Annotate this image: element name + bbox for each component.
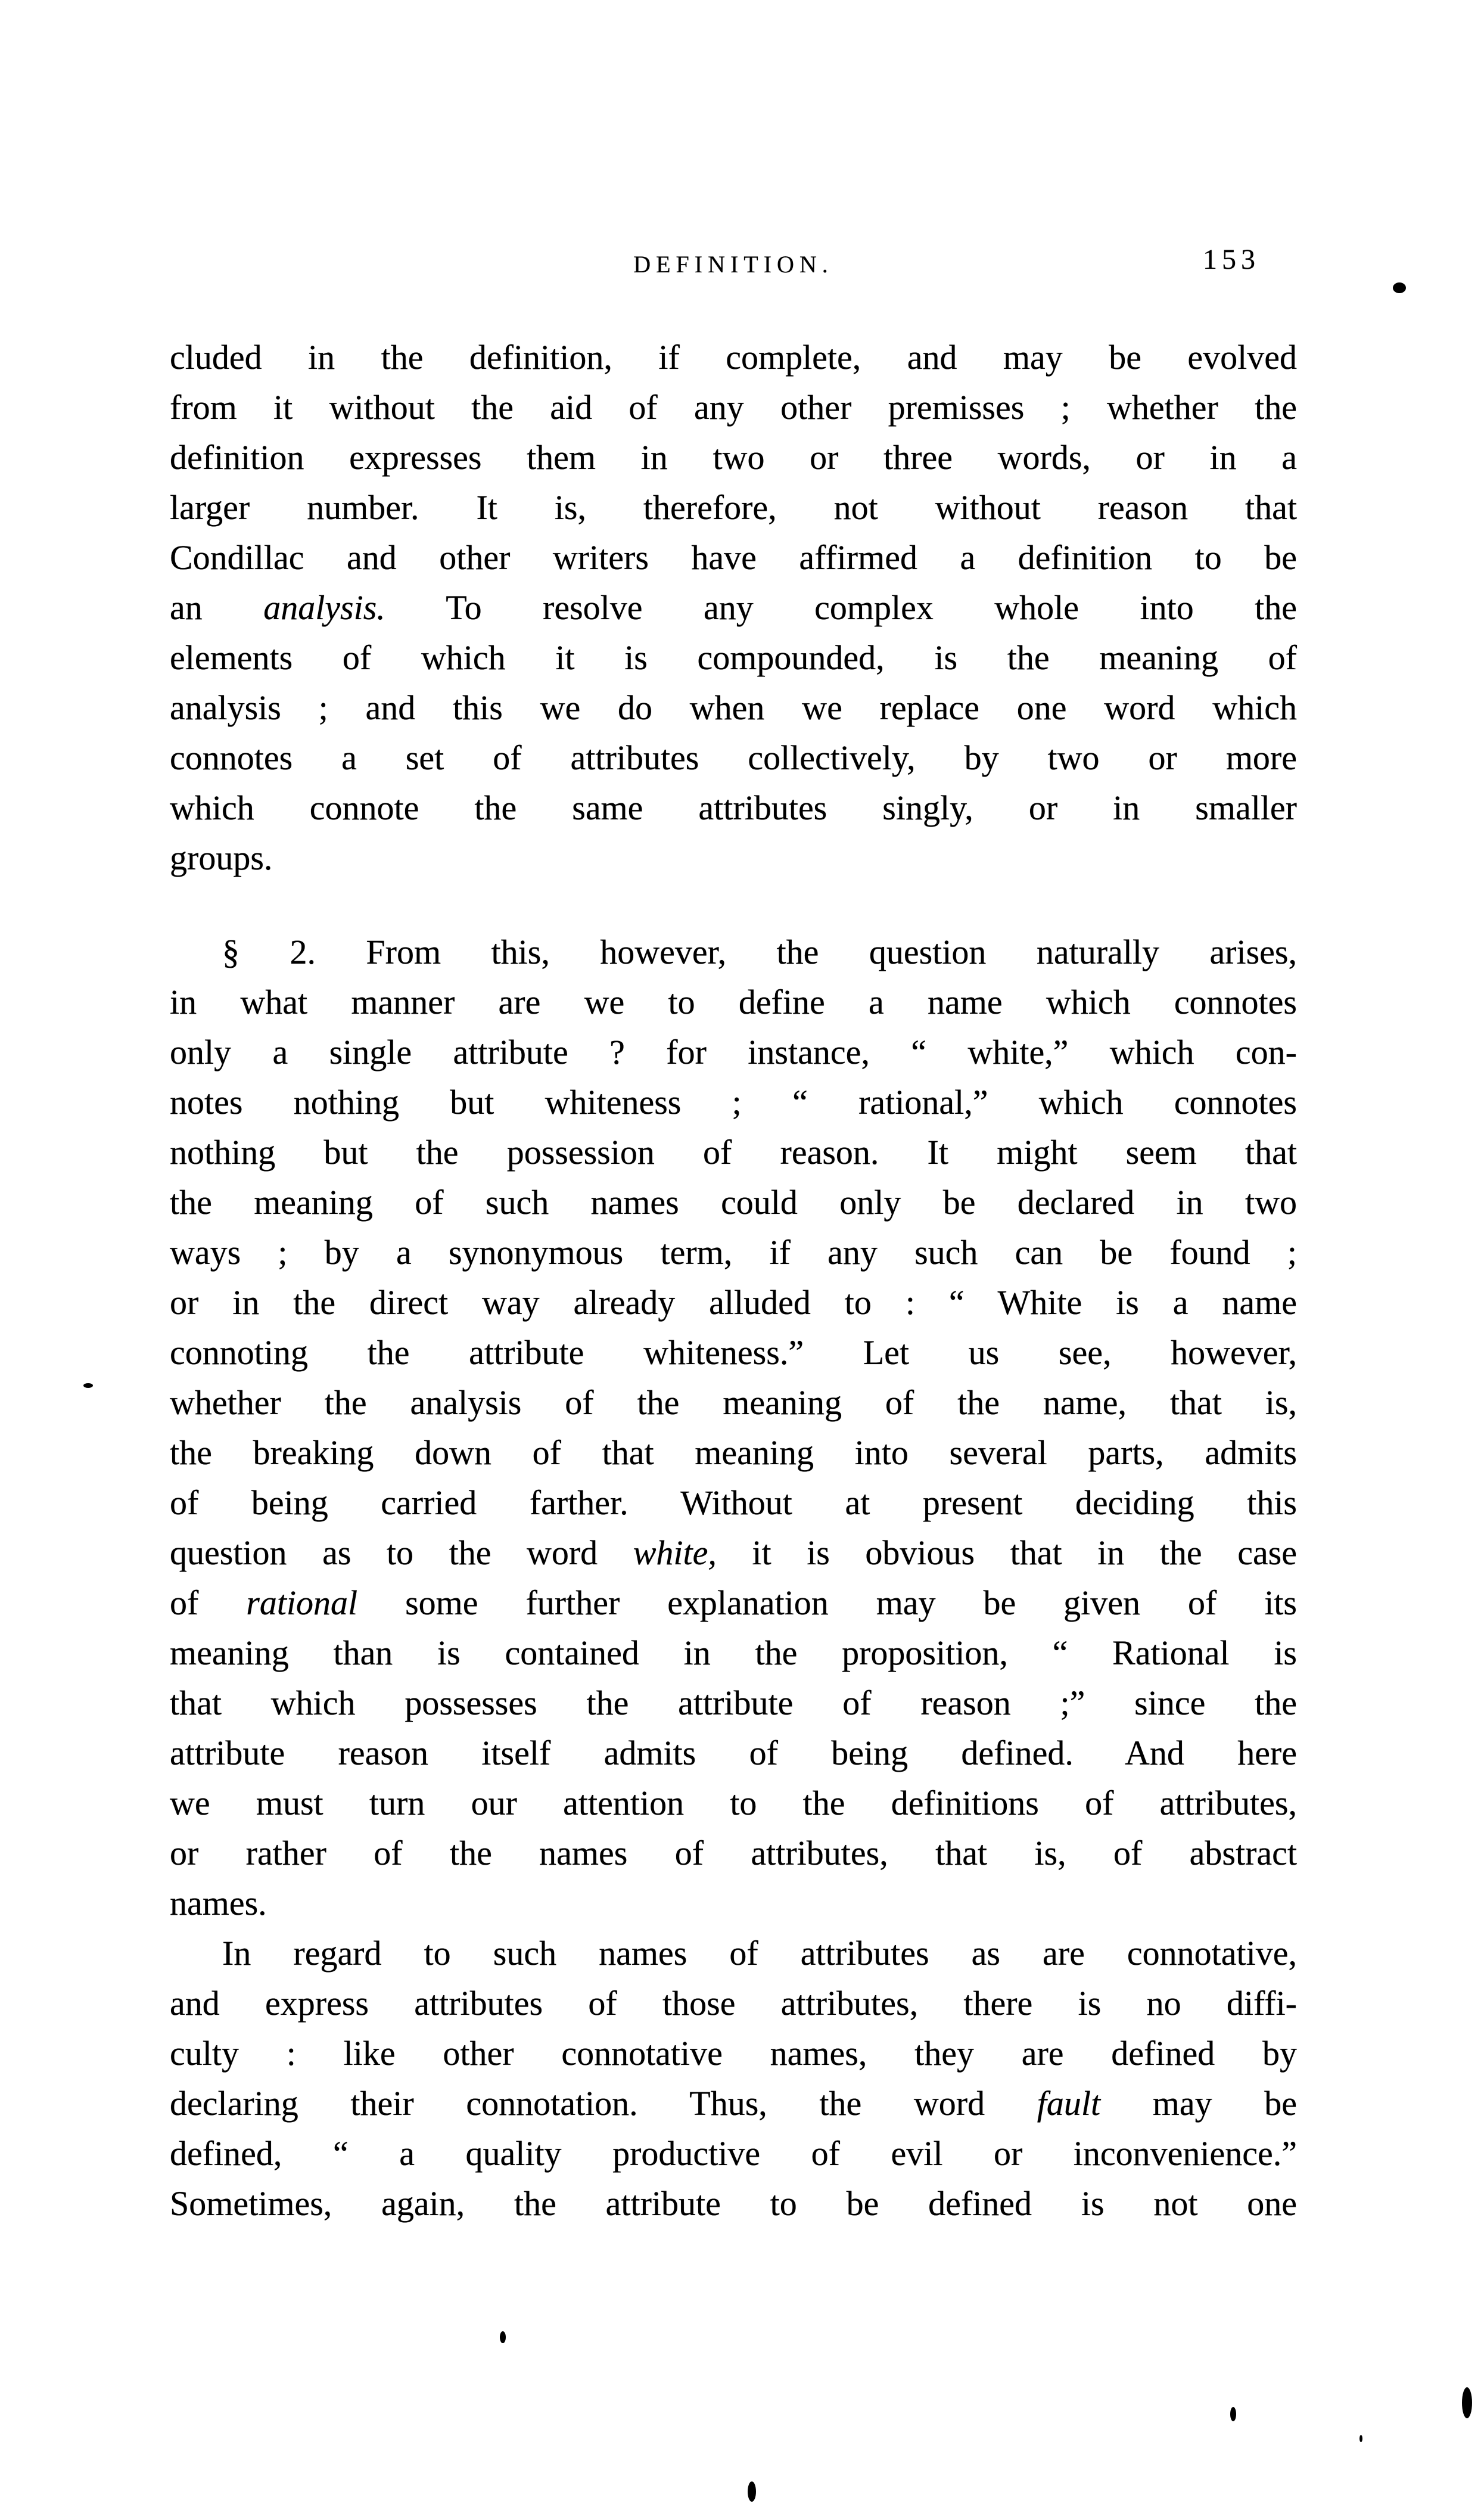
text-line bbox=[170, 1928, 1297, 1978]
text-line bbox=[170, 833, 1297, 883]
running-header-title: DEFINITION. bbox=[633, 251, 833, 278]
text-line bbox=[170, 2129, 1297, 2179]
text-line bbox=[170, 1628, 1297, 1678]
text-line bbox=[170, 683, 1297, 733]
ink-speck bbox=[83, 1383, 93, 1388]
text-segment: which connote the same attributes singly, or in smaller bbox=[170, 788, 1297, 827]
italic-word: fault bbox=[1037, 2084, 1101, 2123]
text-line bbox=[170, 733, 1297, 783]
text-line bbox=[170, 1528, 1297, 1578]
ink-speck bbox=[748, 2481, 756, 2502]
text-segment: some further explanation may be given of its bbox=[357, 1583, 1297, 1622]
text-segment: question as to the word bbox=[170, 1533, 633, 1572]
text-line bbox=[170, 533, 1297, 583]
text-line bbox=[170, 1278, 1297, 1328]
text-segment: an bbox=[170, 588, 264, 627]
text-line bbox=[170, 1828, 1297, 1878]
text-segment: or rather of the names of attributes, that is, of abstract bbox=[170, 1834, 1297, 1872]
text-segment: meaning than is contained in the proposition, “ Rational is bbox=[170, 1633, 1297, 1672]
text-line bbox=[170, 1578, 1297, 1628]
text-segment: groups. bbox=[170, 838, 273, 877]
text-segment: we must turn our attention to the definitions of attributes, bbox=[170, 1784, 1297, 1822]
text-line bbox=[170, 2179, 1297, 2229]
text-segment: larger number. It is, therefore, not without reason that bbox=[170, 488, 1297, 527]
text-segment: in what manner are we to define a name which connotes bbox=[170, 983, 1297, 1021]
text-segment: whether the analysis of the meaning of the name, that is, bbox=[170, 1383, 1297, 1422]
text-segment: or in the direct way already alluded to : “ White is a name bbox=[170, 1283, 1297, 1322]
text-line bbox=[170, 1778, 1297, 1828]
text-segment: the breaking down of that meaning into several parts, admits bbox=[170, 1433, 1297, 1472]
text-line bbox=[170, 1728, 1297, 1778]
text-segment: that which possesses the attribute of reason ;” since the bbox=[170, 1684, 1297, 1722]
ink-speck bbox=[1393, 282, 1406, 293]
text-block bbox=[170, 333, 1297, 2229]
text-line bbox=[170, 433, 1297, 483]
text-line bbox=[170, 333, 1297, 383]
text-segment: may be bbox=[1100, 2084, 1297, 2123]
text-segment: declaring their connotation. Thus, the word bbox=[170, 2084, 1037, 2123]
text-line bbox=[170, 1478, 1297, 1528]
ink-speck bbox=[1359, 2435, 1362, 2442]
text-line bbox=[170, 2079, 1297, 2129]
text-segment: and express attributes of those attributes, there is no diffi- bbox=[170, 1984, 1297, 2023]
text-segment: from it without the aid of any other premisses ; whether the bbox=[170, 388, 1297, 427]
text-line bbox=[170, 483, 1297, 533]
text-line bbox=[170, 1228, 1297, 1278]
text-line bbox=[170, 783, 1297, 833]
text-line bbox=[170, 1128, 1297, 1178]
text-line bbox=[170, 977, 1297, 1027]
italic-word: rational bbox=[246, 1583, 358, 1622]
ink-speck bbox=[1230, 2407, 1236, 2421]
italic-word: white, bbox=[633, 1533, 717, 1572]
text-segment: elements of which it is compounded, is the meaning of bbox=[170, 638, 1297, 677]
text-line bbox=[170, 1428, 1297, 1478]
text-line bbox=[170, 1878, 1297, 1928]
text-segment: In regard to such names of attributes as are connotative, bbox=[222, 1934, 1297, 1973]
text-segment: of bbox=[170, 1583, 247, 1622]
text-line bbox=[170, 1678, 1297, 1728]
text-segment: Sometimes, again, the attribute to be defined is not one bbox=[170, 2184, 1297, 2223]
text-segment: connotes a set of attributes collectively, by two or more bbox=[170, 738, 1297, 777]
text-segment: Condillac and other writers have affirmed a definition to be bbox=[170, 538, 1297, 577]
text-segment: cluded in the definition, if complete, and may be evolved bbox=[170, 338, 1297, 377]
text-segment: attribute reason itself admits of being defined. And here bbox=[170, 1734, 1297, 1772]
running-header bbox=[170, 244, 1297, 284]
text-line bbox=[170, 2029, 1297, 2079]
ink-speck bbox=[500, 2331, 506, 2343]
page-number: 153 bbox=[1203, 244, 1260, 275]
text-segment: definition expresses them in two or three words, or in a bbox=[170, 438, 1297, 477]
text-line bbox=[170, 1378, 1297, 1428]
text-segment: To resolve any complex whole into the bbox=[385, 588, 1297, 627]
text-line bbox=[170, 1077, 1297, 1128]
text-segment: defined, “ a quality productive of evil or inconvenience.” bbox=[170, 2134, 1297, 2173]
text-line bbox=[170, 927, 1297, 977]
text-line bbox=[170, 1978, 1297, 2029]
text-line bbox=[170, 383, 1297, 433]
text-segment: of being carried farther. Without at present deciding this bbox=[170, 1483, 1297, 1522]
text-segment: culty : like other connotative names, they are defined by bbox=[170, 2034, 1297, 2073]
text-line bbox=[170, 583, 1297, 633]
italic-word: analysis. bbox=[263, 588, 385, 627]
text-line bbox=[170, 633, 1297, 683]
text-segment: § 2. From this, however, the question naturally arises, bbox=[222, 933, 1297, 971]
text-line bbox=[170, 1328, 1297, 1378]
text-segment: nothing but the possession of reason. It might seem that bbox=[170, 1133, 1297, 1172]
text-line bbox=[170, 1178, 1297, 1228]
text-segment: names. bbox=[170, 1884, 267, 1922]
text-line bbox=[170, 1027, 1297, 1077]
ink-speck bbox=[1462, 2387, 1472, 2418]
text-segment: notes nothing but whiteness ; “ rational,” which connotes bbox=[170, 1083, 1297, 1122]
text-segment: only a single attribute ? for instance, “ white,” which con- bbox=[170, 1033, 1297, 1071]
text-segment: ways ; by a synonymous term, if any such can be found ; bbox=[170, 1233, 1297, 1272]
text-segment: it is obvious that in the case bbox=[716, 1533, 1297, 1572]
text-segment: connoting the attribute whiteness.” Let us see, however, bbox=[170, 1333, 1297, 1372]
text-segment: analysis ; and this we do when we replace one word which bbox=[170, 688, 1297, 727]
text-segment: the meaning of such names could only be declared in two bbox=[170, 1183, 1297, 1222]
